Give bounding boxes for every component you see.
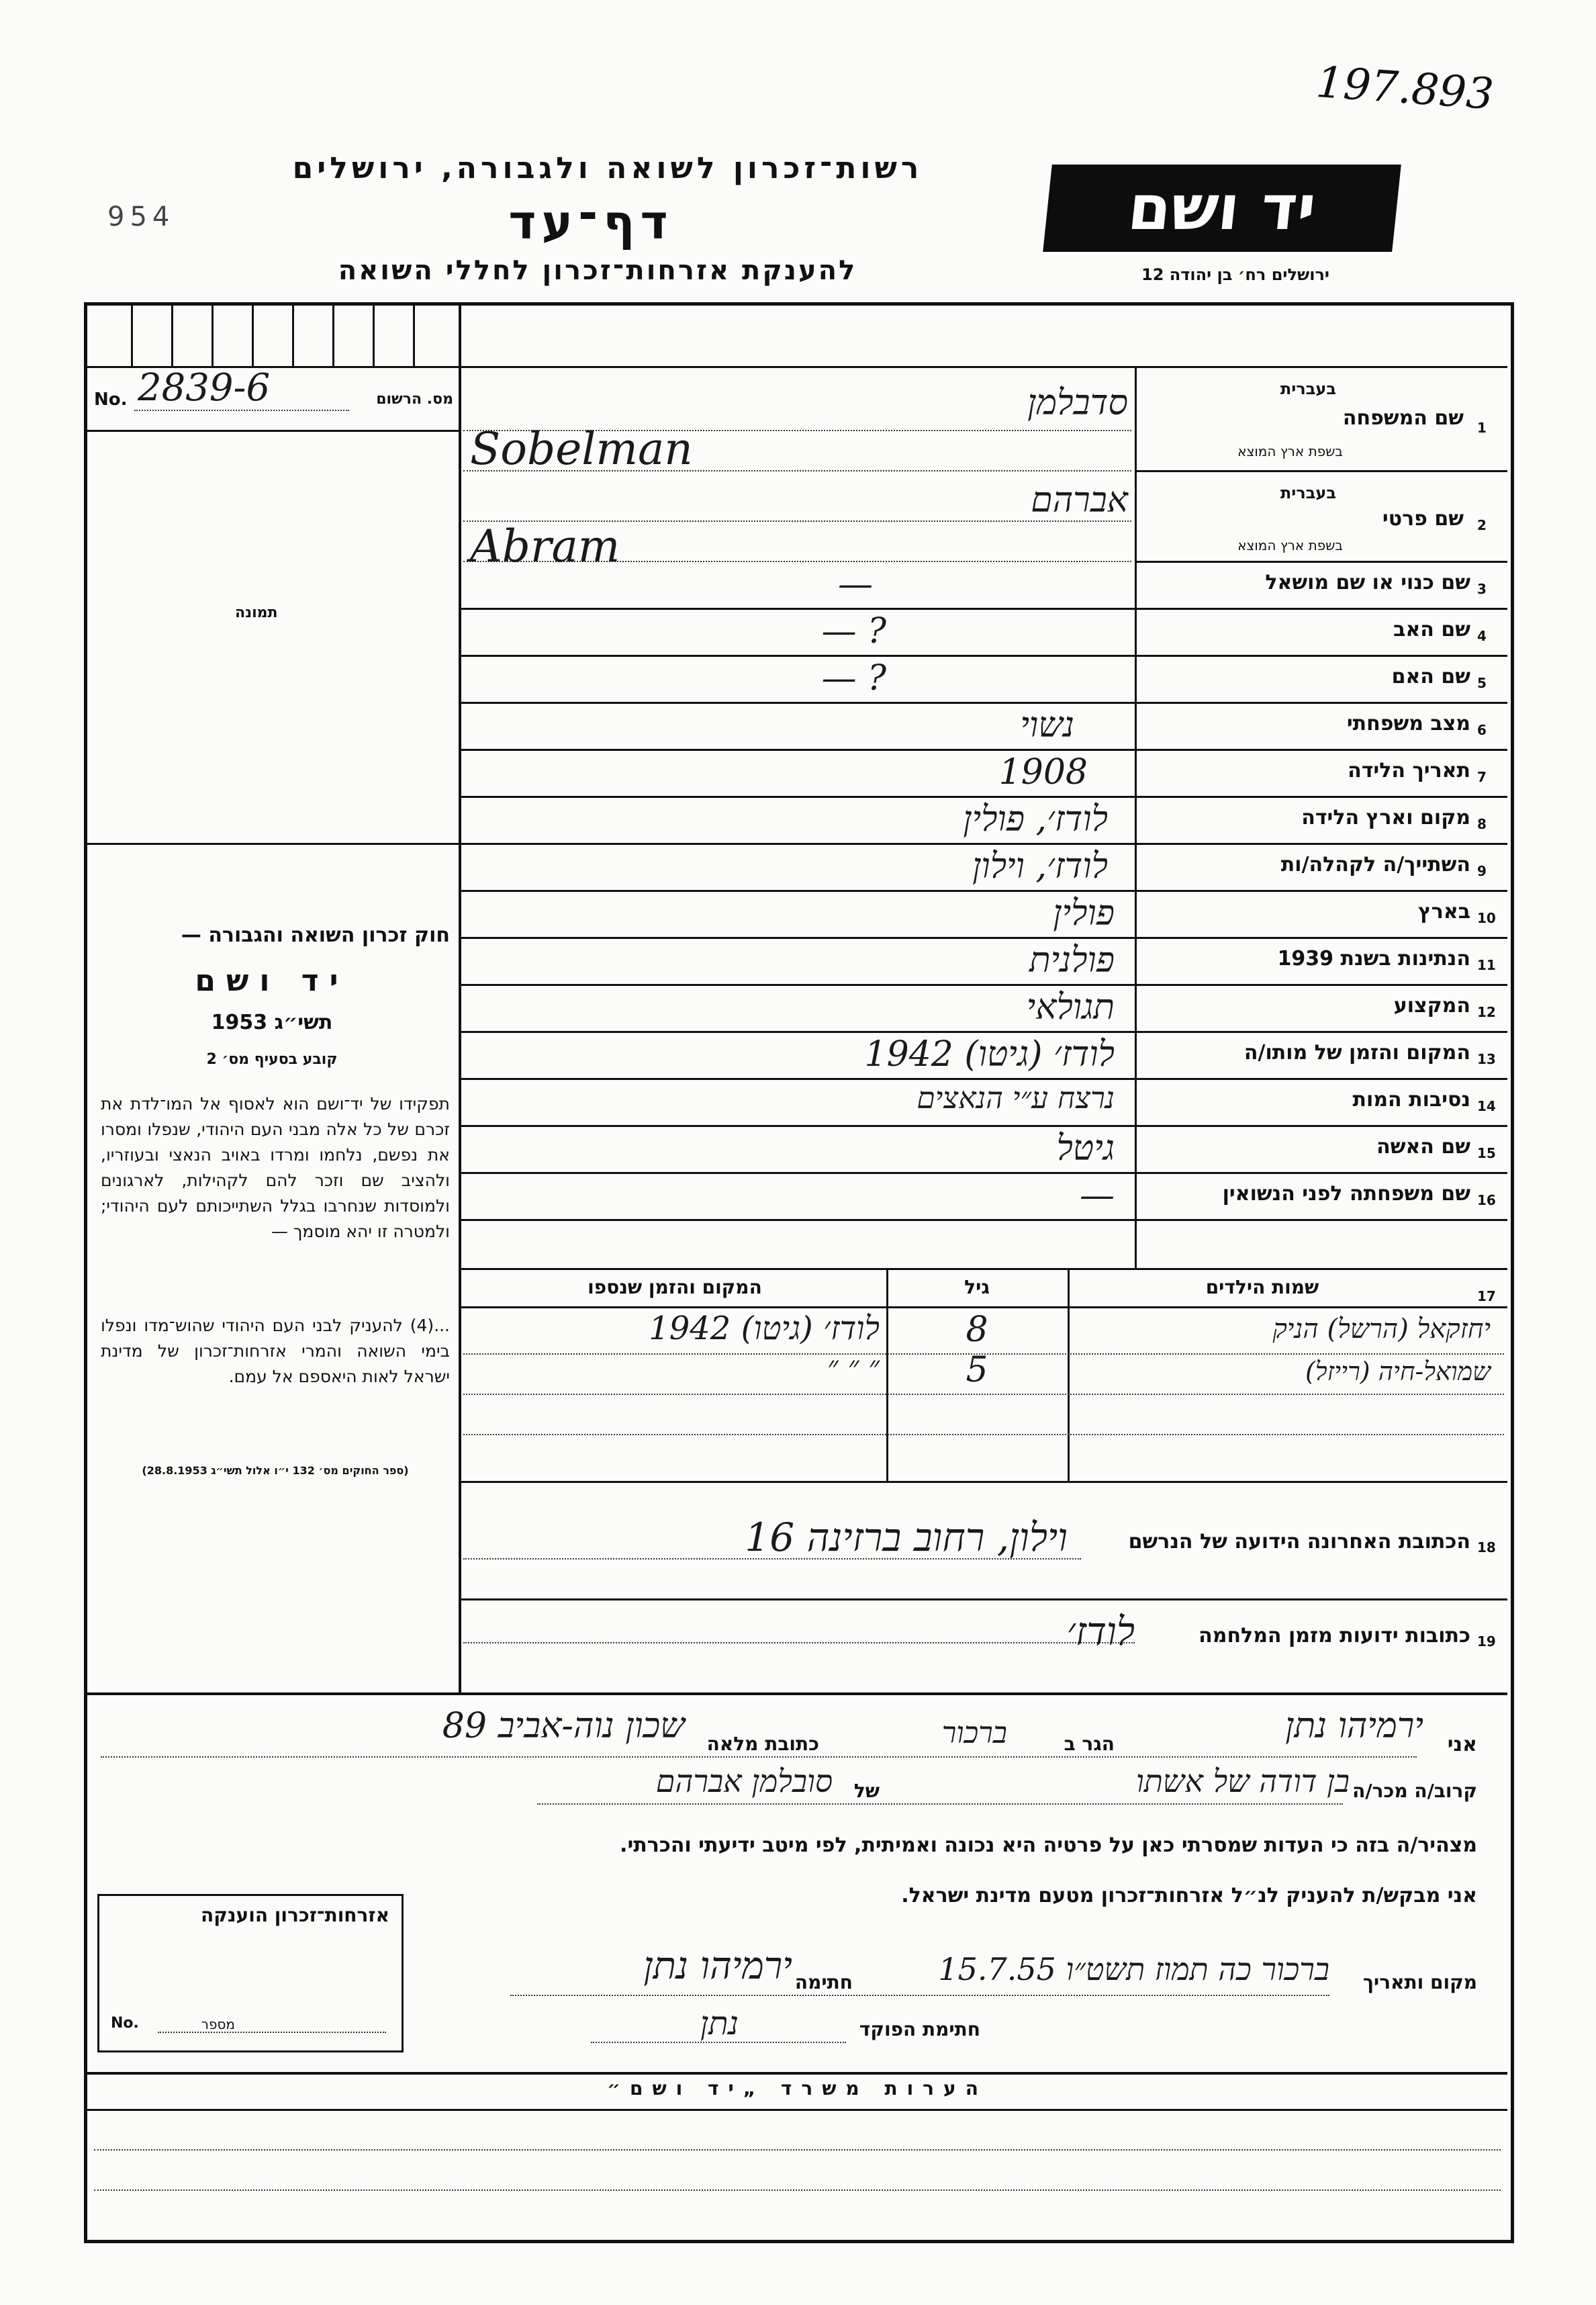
photo-label: תמונה <box>235 604 278 621</box>
child-1-age[interactable]: 8 <box>966 1310 988 1350</box>
children-col-age: גיל <box>964 1276 990 1298</box>
field-16-label: שם משפחתה לפני הנשואין <box>1222 1182 1470 1206</box>
field-2-value-origin[interactable]: Abram <box>470 521 620 572</box>
law-text-2: ...(4) להעניק לבני העם היהודי שהוש־מדו ונפלו בימי השואה והמרי אזרחות־זכרון של מדינת ישראל לאות היאספם אל עמם. <box>101 1316 450 1386</box>
field-6-value[interactable]: נשוי <box>1020 705 1074 745</box>
children-col-names: שמות הילדים <box>1205 1276 1319 1298</box>
field-3-number: 3 <box>1477 581 1487 597</box>
field-18-number: 18 <box>1477 1539 1496 1555</box>
declarant-city[interactable]: ברכור <box>941 1716 1007 1750</box>
field-12-number: 12 <box>1477 1004 1496 1020</box>
full-address-label: כתובת מלאה <box>706 1733 819 1755</box>
field-15-value[interactable]: גיטל <box>1056 1128 1115 1169</box>
child-2-age[interactable]: 5 <box>966 1350 988 1390</box>
declarant-name[interactable]: ירמיהו נתן <box>1285 1706 1423 1746</box>
reference-number: 197.893 <box>1314 57 1495 120</box>
field-16-value[interactable]: — <box>1080 1175 1115 1216</box>
signature-label: חתימה <box>794 1971 853 1993</box>
relation[interactable]: בן דודה של אשתו <box>1135 1763 1350 1799</box>
child-1-place[interactable]: לודז׳ (גיטו) 1942 <box>649 1310 880 1347</box>
law-text-1: תפקידו של יד־ושם הוא לאסוף אל המו־לדת את זכרם של כל אלה מבני העם היהודי, שנפלו ומסרו את נפשם, נלחמו ומרדו באויב הנאצי ובעוזריו, ולהציב שם וזכר להם לקהילות, לארגונים ולמוסדות שנחרבו בגלל השתייכותם לעם היהודי; ולמטרה זו יהא מוסמך — <box>101 1094 450 1241</box>
statement-request: אני מבקש/ת להעניק לנ״ל אזרחות־זכרון מטעם מדינת ישראל. <box>901 1884 1477 1907</box>
field-13-number: 13 <box>1477 1051 1496 1067</box>
field-12-value[interactable]: תגולאי <box>1026 987 1115 1028</box>
granted-no-label: No. <box>111 2015 139 2032</box>
field-1-value-origin[interactable]: Sobelman <box>470 423 693 475</box>
field-10-value[interactable]: פולין <box>1053 893 1115 934</box>
registration-label: מס. הרשום <box>376 391 453 408</box>
field-3-label: שם כנוי או שם מושאל <box>1265 571 1470 594</box>
field-1-label: שם המשפחה <box>1342 406 1464 430</box>
field-2-origin-tag: בשפת ארץ המוצא <box>1237 537 1343 553</box>
full-address[interactable]: שכון נוה-אביב 89 <box>442 1706 685 1746</box>
institution-name: רשות־זכרון לשואה ולגבורה, ירושלים <box>292 151 923 185</box>
no-label: No. <box>94 390 128 410</box>
field-14-number: 14 <box>1477 1098 1496 1114</box>
officer-signature[interactable]: נתן <box>700 2005 739 2042</box>
field-11-value[interactable]: פולנית <box>1029 940 1115 981</box>
field-19-label: כתובות ידועות מזמן המלחמה <box>1199 1624 1470 1647</box>
field-4-number: 4 <box>1477 628 1487 644</box>
field-15-number: 15 <box>1477 1145 1496 1161</box>
field-17-number: 17 <box>1477 1288 1496 1304</box>
field-19-value[interactable]: לודז׳ <box>1066 1609 1135 1654</box>
field-7-label: תאריך הלידה <box>1348 759 1470 782</box>
field-3-value[interactable]: — <box>838 564 873 604</box>
child-1-name[interactable]: יחזקאל (הרשל) הניק <box>1272 1314 1491 1345</box>
field-15-label: שם האשה <box>1376 1135 1470 1159</box>
stamp-number: 954 <box>107 201 175 232</box>
law-title: חוק זכרון השואה והגבורה — <box>181 923 450 947</box>
field-11-label: הנתינות בשנת 1939 <box>1277 947 1470 970</box>
officer-label: חתימת הפוקד <box>859 2018 980 2040</box>
field-6-label: מצב משפחתי <box>1346 712 1470 735</box>
field-12-label: המקצוע <box>1393 994 1470 1018</box>
signature[interactable]: ירמיהו נתן <box>643 1944 792 1988</box>
field-5-label: שם האם <box>1391 665 1470 688</box>
field-8-number: 8 <box>1477 816 1487 832</box>
law-source: (ספר החוקים מס׳ 132 י״ו אלול תשי״ג 28.8.1953) <box>142 1464 409 1477</box>
field-2-value[interactable]: אברהם <box>1031 480 1128 521</box>
institution-address: ירושלים רח׳ בן יהודה 12 <box>1141 265 1329 284</box>
field-11-number: 11 <box>1477 957 1496 973</box>
yad-vashem-logo: יד ושם <box>1043 165 1401 252</box>
field-4-label: שם האב <box>1393 618 1470 641</box>
field-1-number: 1 <box>1477 420 1487 436</box>
field-2-label: שם פרטי <box>1382 507 1464 531</box>
statement-truth: מצהיר/ה בזה כי העדות שמסרתי כאן על פרטיה היא נכונה ואמיתית, לפי מיטב ידיעתי והכרתי. <box>620 1834 1477 1857</box>
field-13-value[interactable]: לודז׳ (גיטו) 1942 <box>864 1034 1115 1075</box>
notes-title: הערות משרד „יד ושם״ <box>607 2077 988 2099</box>
place-date-label: מקום ותאריך <box>1362 1971 1477 1993</box>
of-label: של <box>853 1780 880 1802</box>
field-18-value[interactable]: וילון, רחוב ברזינה 16 <box>745 1515 1068 1560</box>
field-2-number: 2 <box>1477 517 1487 533</box>
field-10-label: בארץ <box>1417 900 1470 923</box>
decl-ani: אני <box>1447 1733 1477 1756</box>
field-5-value[interactable]: ? — <box>821 658 886 698</box>
law-section: קובע בסעיף מס׳ 2 <box>206 1051 338 1068</box>
field-6-number: 6 <box>1477 722 1487 738</box>
field-1-value[interactable]: סדבלמן <box>1027 383 1128 423</box>
field-14-value[interactable]: נרצח ע״י הנאצים <box>917 1081 1115 1116</box>
field-1-origin-tag: בשפת ארץ המוצא <box>1237 443 1343 459</box>
field-2-hebrew-tag: בעברית <box>1280 484 1336 502</box>
granted-title: אזרחות־זכרון הוענקה <box>201 1904 389 1926</box>
field-7-value[interactable]: 1908 <box>998 752 1088 793</box>
children-col-place: המקום והזמן שנספו <box>588 1276 762 1298</box>
resides-label: הגר ב <box>1064 1733 1115 1755</box>
field-13-label: המקום והזמן של מותו/ה <box>1243 1041 1470 1065</box>
field-4-value[interactable]: ? — <box>821 611 886 651</box>
place-date[interactable]: ברכור כה תמוז תשט״ו 15.7.55 <box>938 1951 1329 1987</box>
relative-label: קרוב/ה מכר/ה <box>1352 1780 1477 1802</box>
law-year: תשי״ג 1953 <box>211 1011 333 1034</box>
field-18-label: הכתובת האחרונה הידועה של הנרשם <box>1128 1530 1470 1553</box>
field-9-number: 9 <box>1477 863 1487 879</box>
deceased-name[interactable]: סובלמן אברהם <box>655 1763 833 1799</box>
field-8-value[interactable]: לודז׳, פולין <box>963 799 1108 840</box>
field-19-number: 19 <box>1477 1633 1496 1649</box>
page-subtitle: להענקת אזרחות־זכרון לחללי השואה <box>338 255 857 286</box>
field-9-value[interactable]: לודז׳, וילון <box>972 846 1108 887</box>
law-name: יד ושם <box>195 964 349 998</box>
granted-number-label: מספר <box>201 2016 235 2032</box>
field-7-number: 7 <box>1477 769 1487 785</box>
page-title: דף־עד <box>508 195 673 250</box>
child-2-place[interactable]: ״ ״ ״ <box>827 1350 880 1384</box>
field-10-number: 10 <box>1477 910 1496 926</box>
registration-number[interactable]: 2839-6 <box>138 366 271 410</box>
field-16-number: 16 <box>1477 1192 1496 1208</box>
child-2-name[interactable]: שמואל-חיה (רייזל) <box>1305 1357 1491 1386</box>
field-5-number: 5 <box>1477 675 1487 691</box>
field-8-label: מקום וארץ הלידה <box>1301 806 1470 829</box>
field-14-label: נסיבות המות <box>1352 1088 1470 1112</box>
field-1-hebrew-tag: בעברית <box>1280 379 1336 398</box>
field-9-label: השתייך/ה לקהלה/ות <box>1280 853 1470 876</box>
